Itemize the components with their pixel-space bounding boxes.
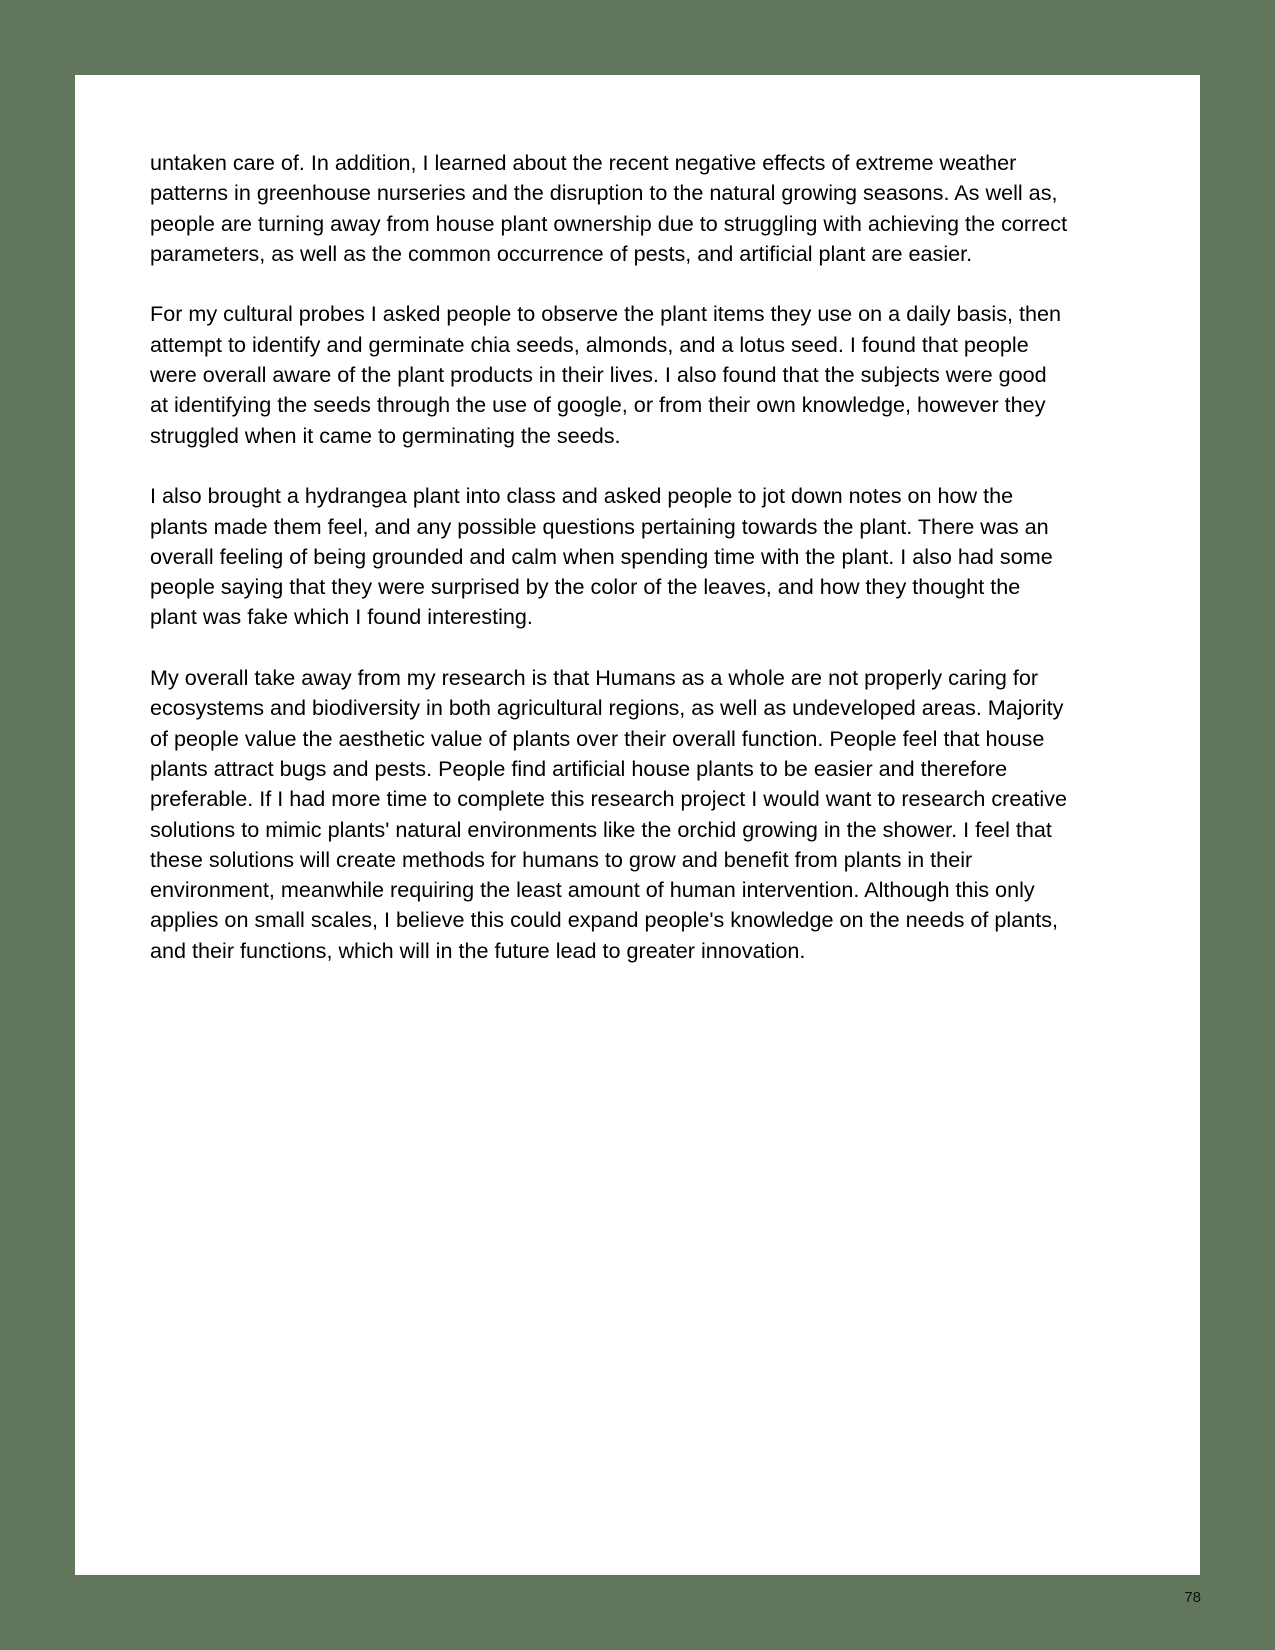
text-line: For my cultural probes I asked people to observe the plant items they use on a daily basis, then [150,301,1062,327]
text-line: parameters, as well as the common occurrence of pests, and artificial plant are easier. [150,240,973,266]
paragraph-1 [150,148,1140,269]
text-line: overall feeling of being grounded and calm when spending time with the plant. I also had some [150,543,1053,569]
body-text [150,148,1140,996]
text-line: were overall aware of the plant products in their lives. I also found that the subjects were good [150,362,1047,388]
text-line: these solutions will create methods for humans to grow and benefit from plants in their [150,846,973,872]
page-sheet [75,75,1200,1575]
text-line: My overall take away from my research is that Humans as a whole are not properly caring for [150,665,1039,691]
text-line: plants attract bugs and pests. People find artificial house plants to be easier and therefore [150,755,1008,781]
text-line: patterns in greenhouse nurseries and the disruption to the natural growing seasons. As well as, [150,180,1058,206]
text-line: plants made them feel, and any possible questions pertaining towards the plant. There was an [150,513,1049,539]
text-line: applies on small scales, I believe this could expand people's knowledge on the needs of plants, [150,907,1059,933]
text-line: untaken care of. In addition, I learned about the recent negative effects of extreme weather [150,150,1017,175]
text-line: of people value the aesthetic value of plants over their overall function. People feel that house [150,725,1045,751]
text-line: struggled when it came to germinating the seeds. [150,422,621,448]
text-line: attempt to identify and germinate chia seeds, almonds, and a lotus seed. I found that people [150,331,1029,357]
text-line: environment, meanwhile requiring the least amount of human intervention. Although this only [150,877,1035,903]
text-line: preferable. If I had more time to complete this research project I would want to research creative [150,786,1067,812]
text-line: plant was fake which I found interesting. [150,604,533,630]
text-line: at identifying the seeds through the use of google, or from their own knowledge, however they [150,392,1046,418]
paragraph-2 [150,299,1140,450]
page-number: 78 [1184,1589,1201,1606]
paragraph-3 [150,481,1140,632]
text-line: solutions to mimic plants' natural environments like the orchid growing in the shower. I feel that [150,816,1052,842]
text-line: I also brought a hydrangea plant into class and asked people to jot down notes on how the [150,483,1014,509]
text-line: people saying that they were surprised by the color of the leaves, and how they thought the [150,574,1021,600]
paragraph-4 [150,663,1140,966]
text-line: and their functions, which will in the future lead to greater innovation. [150,937,806,963]
text-line: ecosystems and biodiversity in both agricultural regions, as well as undeveloped areas. Majority [150,695,1064,721]
text-line: people are turning away from house plant ownership due to struggling with achieving the correct [150,210,1068,236]
